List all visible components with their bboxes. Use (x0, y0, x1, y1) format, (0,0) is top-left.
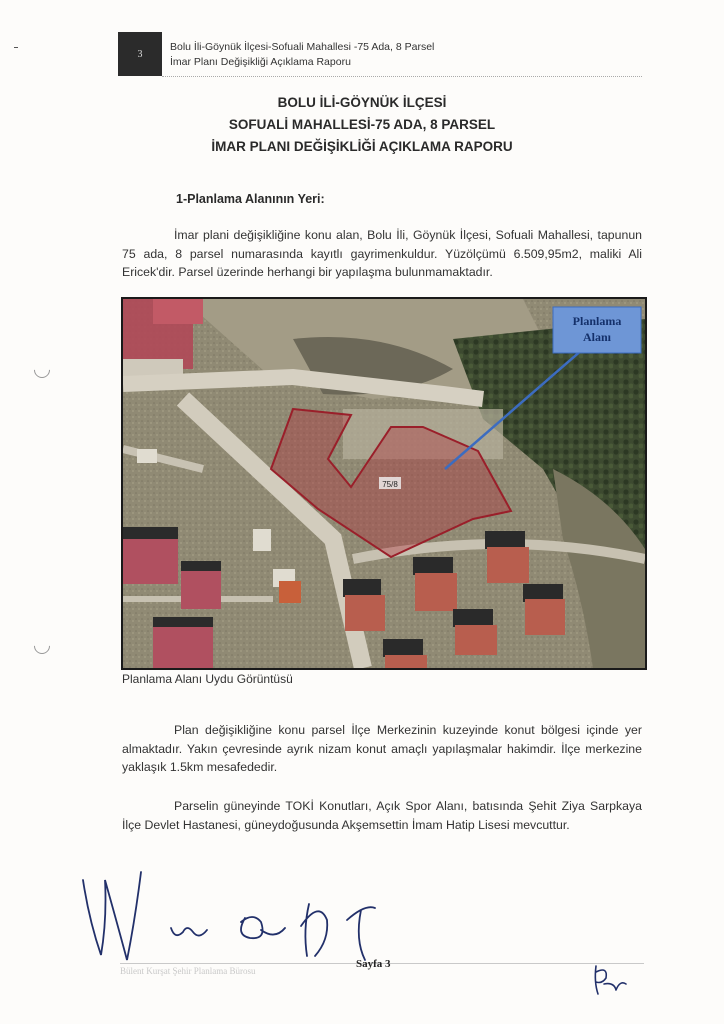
footer-page-number: Sayfa 3 (356, 958, 391, 970)
title-line-3: İMAR PLANI DEĞİŞİKLİĞİ AÇIKLAMA RAPORU (211, 139, 513, 154)
parcel-number-label: 75/8 (382, 480, 398, 489)
section-heading: 1-Planlama Alanının Yeri: (176, 192, 325, 206)
callout-label-line-1: Planlama (572, 314, 622, 328)
title-line-1: BOLU İLİ-GÖYNÜK İLÇESİ (277, 95, 447, 110)
footer-office-name: Bülent Kurşat Şehir Planlama Bürosu (120, 966, 256, 976)
running-header (170, 40, 434, 70)
callout-label-line-2: Alanı (582, 330, 612, 344)
title-line-2: SOFUALİ MAHALLESİ-75 ADA, 8 PARSEL (228, 117, 496, 132)
satellite-image-drawing (123, 299, 645, 668)
paragraph-1 (122, 226, 642, 282)
header-page-box (118, 32, 162, 76)
header-line-2: İmar Planı Değişikliği Açıklama Raporu (170, 56, 351, 68)
initials-mark (590, 962, 630, 998)
header-page-number: 3 (137, 48, 143, 60)
header-divider (162, 76, 642, 77)
satellite-image (121, 297, 647, 670)
paragraph-1-text: İmar plani değişikliğine konu alan, Bolu İli, Göynük İlçesi, Sofuali Mahallesi, tapunun 75 ada, 8 parsel numarasında kayıtlı gayrimenkuldur. Yüzölçümü 6.509,95m2, maliki Ali Ericek'dir. Parsel üzerinde herhangi bir yapılaşma bulunmamaktadır. (122, 228, 642, 279)
binder-hole-top (31, 359, 54, 382)
image-caption: Planlama Alanı Uydu Görüntüsü (122, 672, 293, 686)
binder-hole-bottom (31, 635, 54, 658)
header-line-1: Bolu İli-Göynük İlçesi-Sofuali Mahallesi -75 Ada, 8 Parsel (170, 41, 435, 53)
paragraph-3 (122, 797, 642, 834)
paragraph-2 (122, 721, 642, 777)
paragraph-3-text: Parselin güneyinde TOKİ Konutları, Açık Spor Alanı, batısında Şehit Ziya Sarpkaya İlçe Devlet Hastanesi, güneydoğusunda Akşemsettin İmam Hatip Lisesi mevcuttur. (122, 799, 642, 832)
document-title (0, 92, 724, 158)
scan-mark (14, 47, 18, 48)
signatures (75, 860, 395, 970)
paragraph-2-text: Plan değişikliğine konu parsel İlçe Merkezinin kuzeyinde konut bölgesi içinde yer almaktadır. Yakın çevresinde ayrık nizam konut amaçlı yapılaşmalar hakimdir. İlçe merkezine yaklaşık 1.5km mesafededir. (122, 723, 642, 774)
